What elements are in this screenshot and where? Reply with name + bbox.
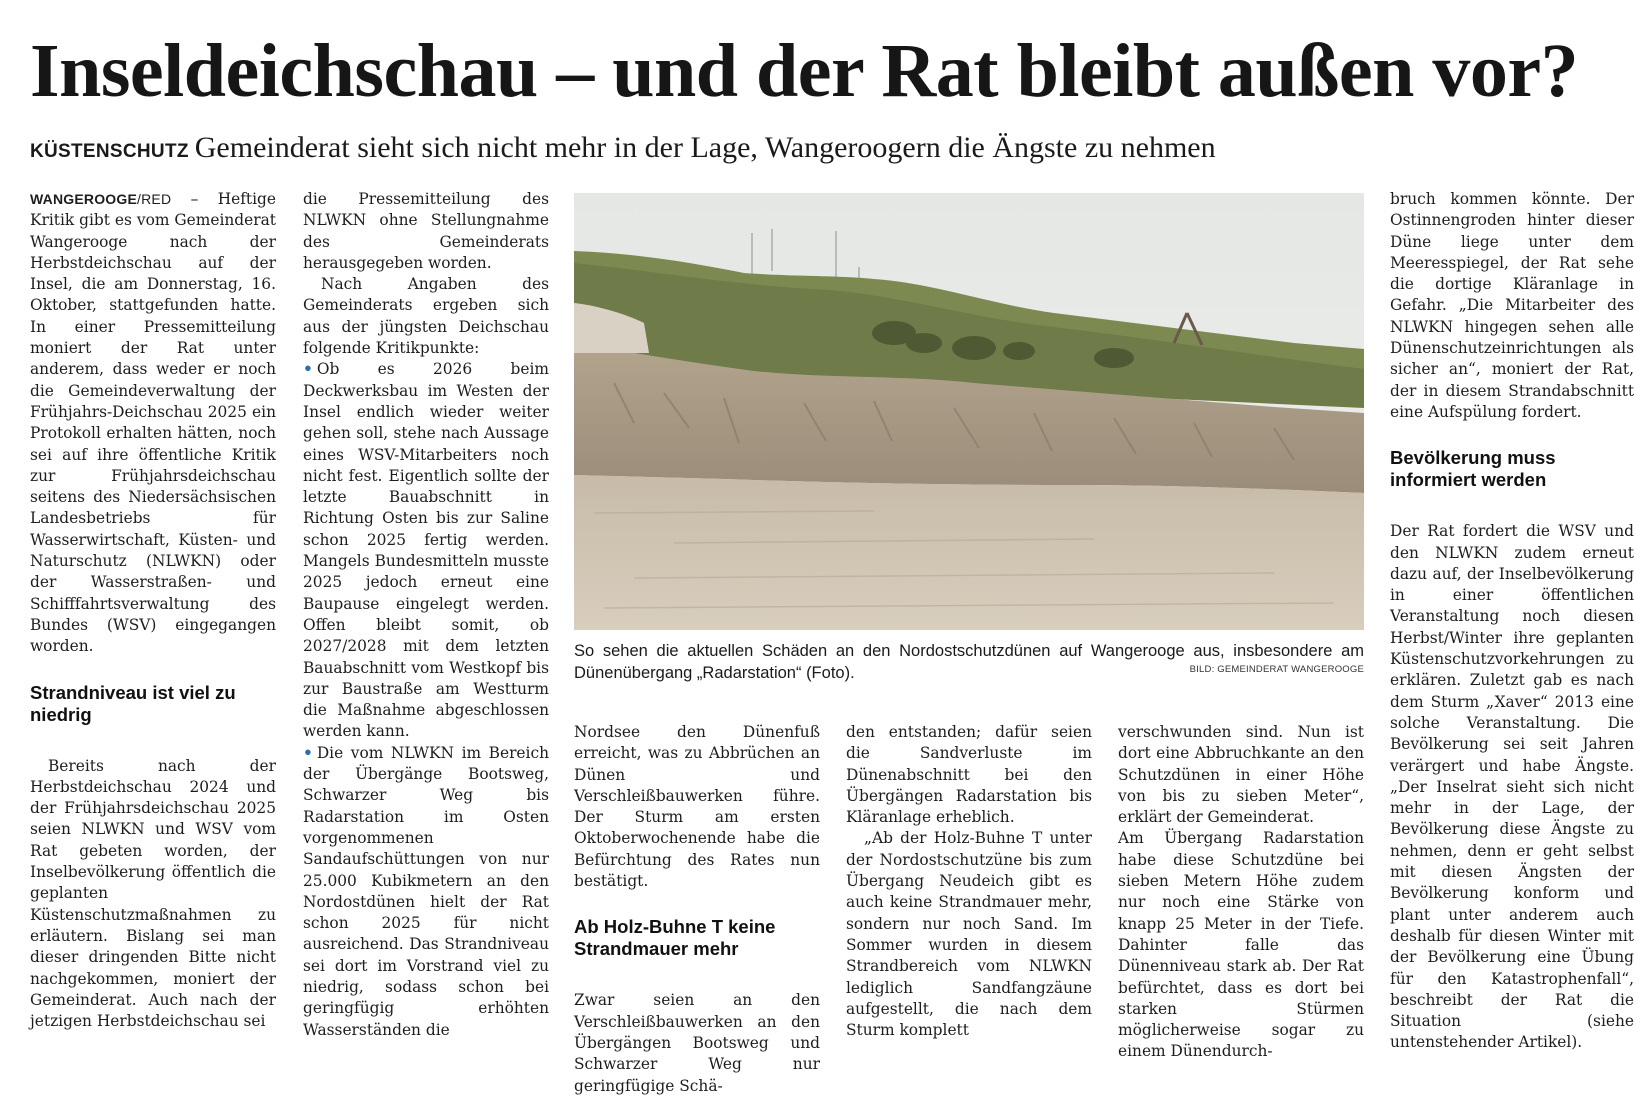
subhead-bevoelkerung: Bevölkerung muss informiert werden [1390,447,1556,491]
bullet-item: • Die vom NLWKN im Bereich der Übergänge Bootsweg, Schwarzer Weg bis Radarstation im Osten vorgenommenen Sandaufschüttungen von nur 25.000 Kubikmetern an den Nordostdünen hielt der Rat schon 2025 für nicht ausreichend. Das Strandniveau sei dort im Vorstrand viel zu niedrig, sodass schon bei geringfügig erhöhten Wasserständen die [303,743,549,1039]
paragraph: den entstanden; dafür seien die Sandverluste im Dünenabschnitt bei den Übergängen Radarstation bis Kläranlage erheblich. [846,723,1092,827]
paragraph: bruch kommen könnte. Der Ostinnengroden hinter dieser Düne liege unter dem Meeresspiegel, der Rat sehe die dortige Kläranlage in Gefahr. „Die Mitarbeiter des NLWKN hingegen sehen alle Dünenschutzeinrichtungen als sicher an“, moniert der Rat, der in diesem Strandabschnitt eine Aufspülung fordert. [1390,190,1634,421]
paragraph: Bereits nach der Herbstdeichschau 2024 und der Frühjahrsdeichschau 2025 seien NLWKN und WSV vom Rat gebeten worden, der Inselbevölkerung öffentlich die geplanten Küstenschutzmaßnahmen zu erläutern. Bislang sei man dieser dringenden Bitte nicht nachgekommen, moniert der Gemeinderat. Auch nach der jetzigen Herbstdeichschau sei [30,756,276,1031]
bullet-mark: • [303,360,313,379]
kicker: KÜSTENSCHUTZ [30,141,189,162]
dune-photo [574,193,1364,630]
subhead-strandniveau: Strandniveau ist viel zu niedrig [30,681,236,725]
lead-text: – Heftige Kritik gibt es vom Gemeinderat Wangerooge nach der Herbstdeichschau auf der Insel, die am Donnerstag, 16. Oktober, stattgefunden hatte. In einer Pressemitteilung moniert der Rat unter anderem, dass weder er noch die Gemeindeverwaltung der Frühjahrs-Deichschau 2025 ein Protokoll erhalten hätten, noch sei auf ihre öffentliche Kritik zur Frühjahrsdeichschau seitens des Niedersächsischen Landesbetriebs für Wasserwirtschaft, Küsten- und Naturschutz (NLWKN) oder der Wasserstraßen- und Schifffahrtsverwaltung des Bundes (WSV) eingegangen worden. [30,190,276,656]
paragraph [30,189,276,658]
column-2 [303,189,549,1041]
paragraph: Am Übergang Radarstation habe diese Schutzdüne bei sieben Metern Höhe zudem nur noch eine Stärke von knapp 25 Meter in der Tiefe. Dahinter falle das Dünenniveau stark ab. Der Rat befürchtet, dass es dort bei starken Stürmen möglicherweise sogar zu einem Dünendurch- [1118,829,1364,1061]
column-5 [1118,722,1364,1063]
paragraph: Nordsee den Dünenfuß erreicht, was zu Abbrüchen an Dünen und Verschleißbauwerken führe. Der Sturm am ersten Oktoberwochenende habe die Befürchtung des Rates nun bestätigt. [574,723,820,891]
subheadline-block [30,128,1630,172]
paragraph: die Pressemitteilung des NLWKN ohne Stellungnahme des Gemeinderats herausgegeben worden. [303,190,549,272]
photo-caption: So sehen die aktuellen Schäden an den Nordostschutzdünen auf Wangerooge aus, insbesondere am Dünenübergang „Radarstation“ (Foto). [574,642,1364,682]
bullet-mark: • [303,743,313,762]
column-3 [574,722,820,1097]
paragraph: „Ab der Holz-Buhne T unter der Nordostschutzüne bis zum Übergang Neudeich gibt es auch keine Strandmauer mehr, sondern nur noch Sand. Im Sommer wurden in diesem Strandbereich vom NLWKN lediglich Sandfangzäune aufgestellt, die nach dem Sturm komplett [846,829,1092,1040]
column-1 [30,189,276,1032]
eroded-dune-image [574,193,1364,630]
bullet-item: • Ob es 2026 beim Deckwerksbau im Westen der Insel endlich wieder weiter gehen soll, stehe nach Aussage eines WSV-Mitarbeiters noch nicht fest. Eigentlich sollte der letzte Bauabschnitt in Richtung Osten bis zur Saline schon 2025 fertig werden. Mangels Bundesmitteln musste 2025 jedoch erneut eine Baupause eingelegt werden. Offen bleibt somit, ob 2027/2028 mit dem letzten Bauabschnitt vom Westkopf bis zur Baustraße am Westturm die Maßnahme abgeschlossen werden kann. [303,360,549,741]
subheadline: Gemeinderat sieht sich nicht mehr in der Lage, Wangeroogern die Ängste zu nehmen [194,131,1216,164]
dateline-agency: /RED [137,191,172,207]
paragraph: verschwunden sind. Nun ist dort eine Abbruchkante an den Schutzdünen in einer Höhe von bis zu sieben Meter“, erklärt der Gemeinderat. [1118,723,1364,827]
dateline [30,191,171,207]
photo-credit: BILD: GEMEINDERAT WANGEROOGE [1189,664,1364,675]
headline: Inseldeichschau – und der Rat bleibt außen vor? [30,29,1579,113]
column-6 [1390,189,1634,1054]
paragraph: Der Rat fordert die WSV und den NLWKN zudem erneut dazu auf, der Inselbevölkerung in einer öffentlichen Veranstaltung noch diesen Herbst/Winter ihre geplanten Küstenschutzvorkehrungen zu erklären. Zuletzt gab es nach dem Sturm „Xaver“ 2013 eine solche Veranstaltung. Die Bevölkerung sei seit Jahren verärgert und habe Ängste. „Der Inselrat sieht sich nicht mehr in der Lage, der Bevölkerung diese Ängste zu nehmen, denn er geht selbst mit diesen Ängsten der Bevölkerung konform und plant unter anderem auch deshalb für diesen Winter mit der Bevölkerung eine Übung für den Katastrophenfall“, beschreibt der Rat die Situation (siehe untenstehender Artikel). [1390,522,1634,1052]
column-4 [846,722,1092,1041]
subhead-holz-buhne: Ab Holz-Buhne T keine Strandmauer mehr [574,916,776,960]
paragraph: Nach Angaben des Gemeinderats ergeben sich aus der jüngsten Deichschau folgende Kritikpunkte: [303,275,549,358]
paragraph: Zwar seien an den Verschleißbauwerken an den Übergängen Bootsweg und Schwarzer Weg nur geringfügige Schä- [574,991,820,1095]
dateline-place: WANGEROOGE [30,191,138,207]
